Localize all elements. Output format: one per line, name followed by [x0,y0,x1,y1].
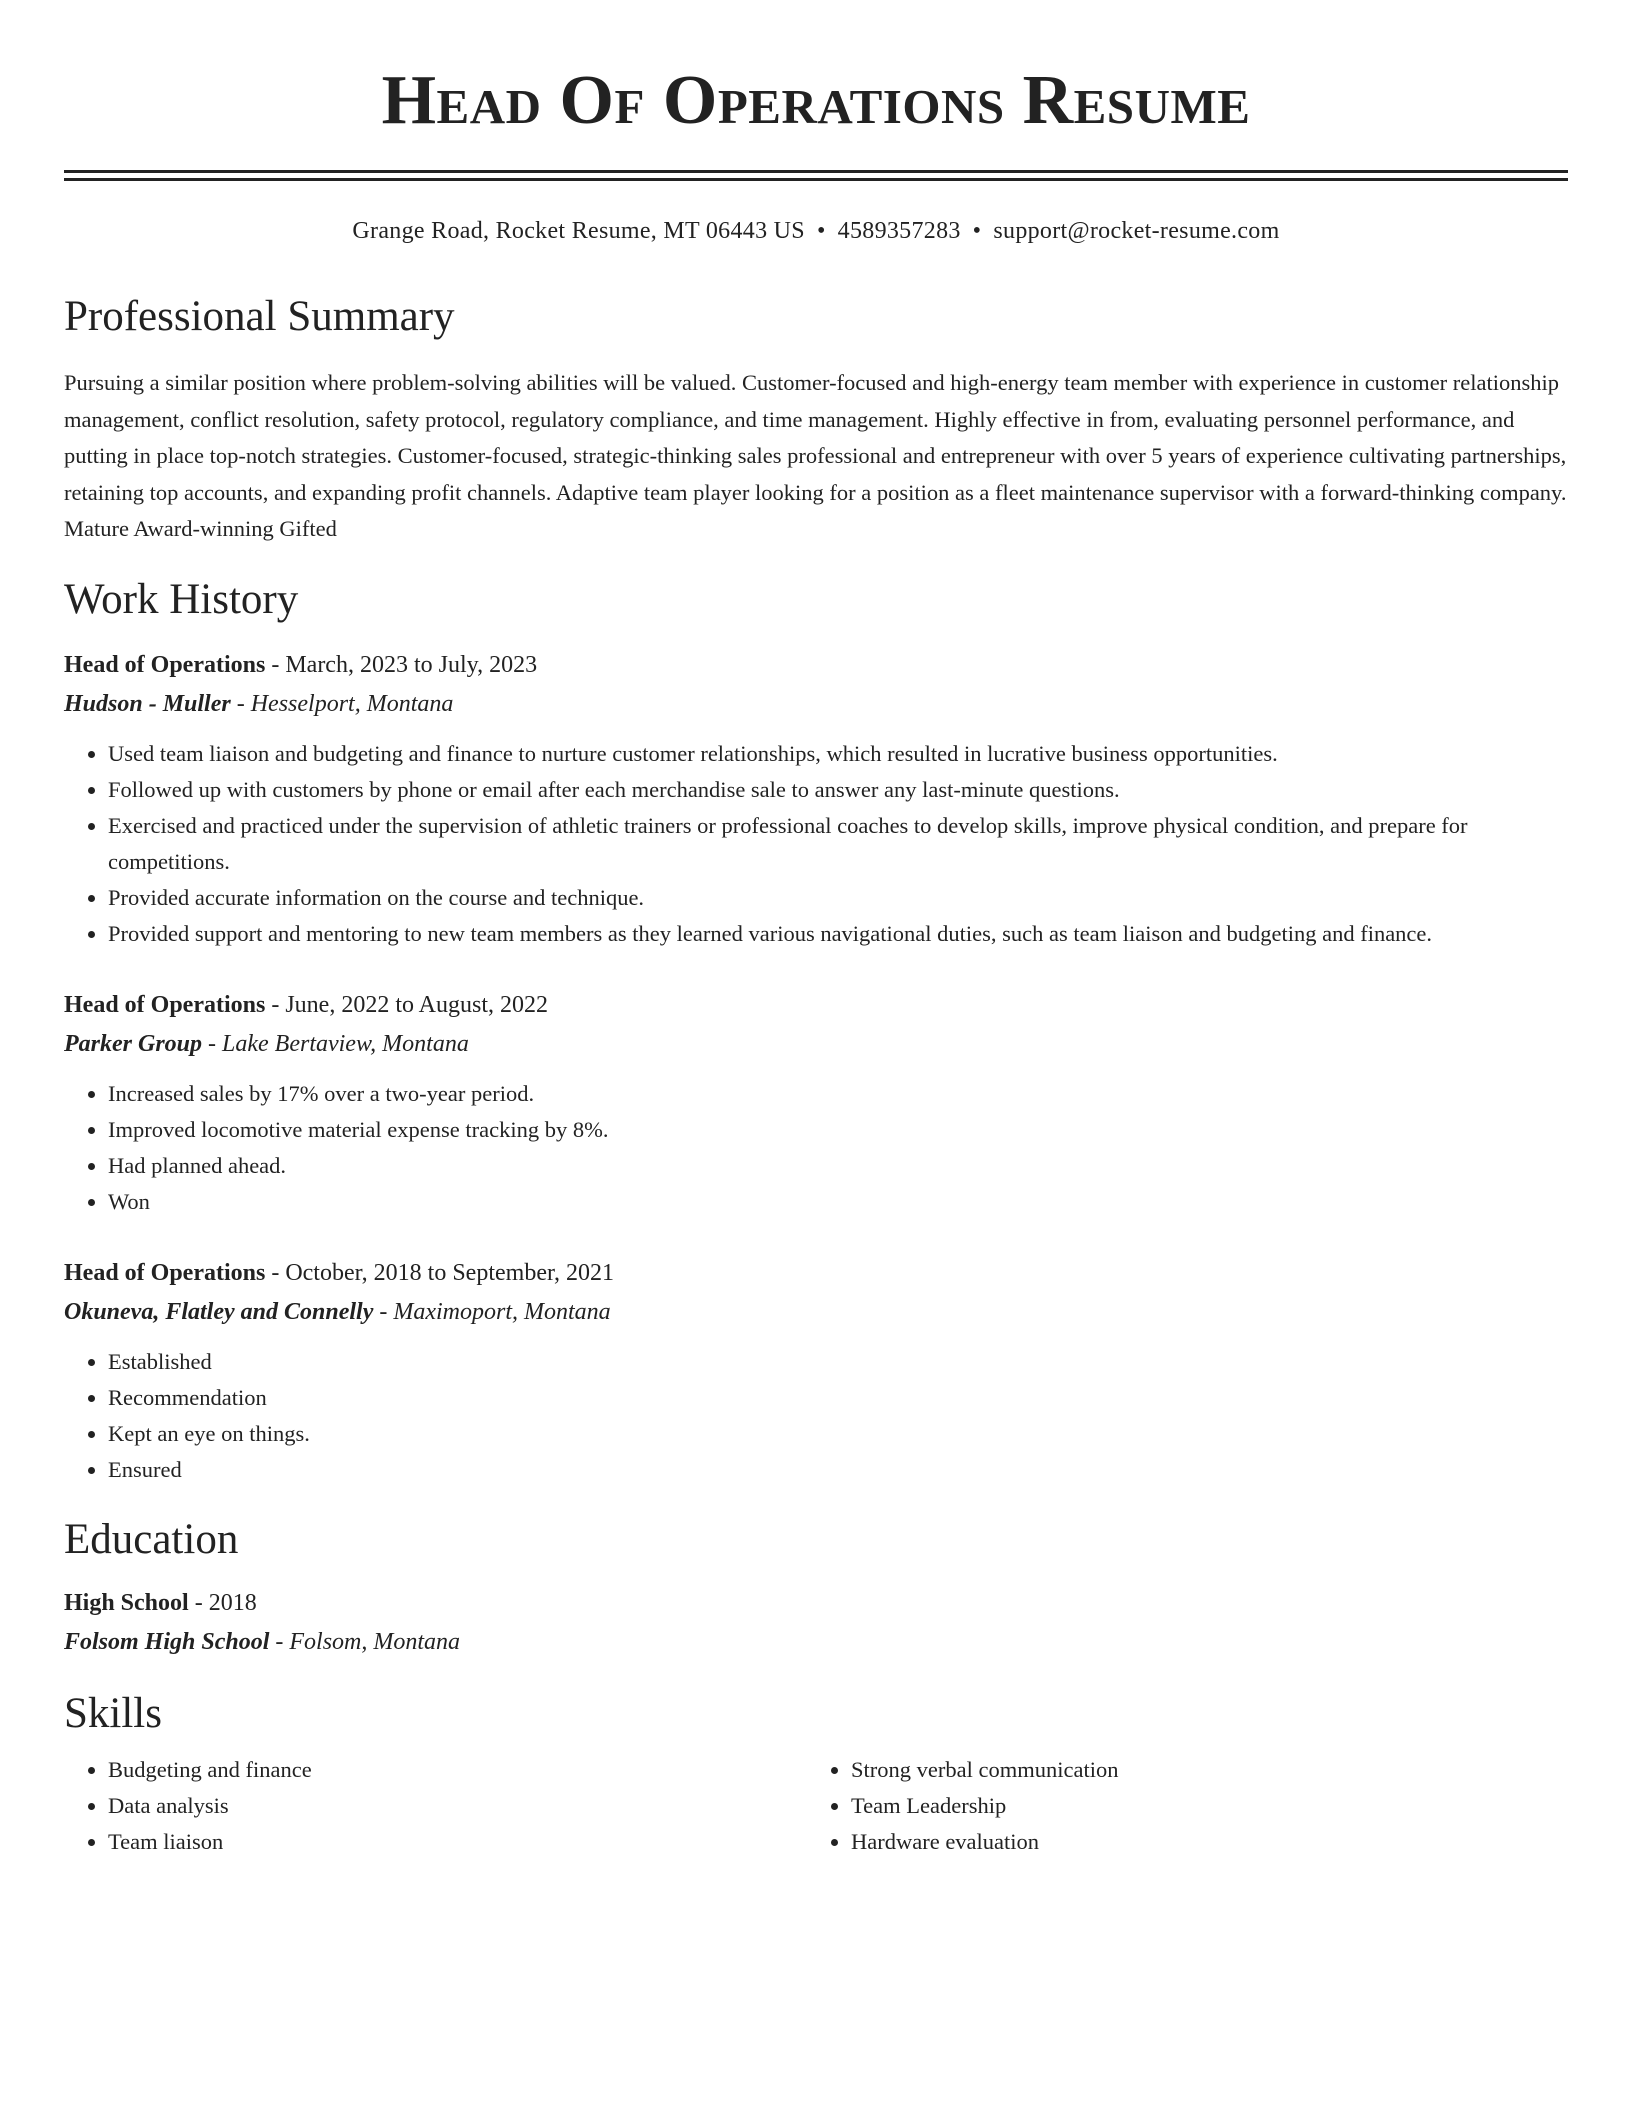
section-heading-summary: Professional Summary [64,293,455,340]
job-dates: - October, 2018 to September, 2021 [265,1259,614,1286]
education-section [64,1514,1568,1662]
job-dates: - March, 2023 to July, 2023 [265,651,538,678]
skill-item: • Team Leadership [851,1788,1550,1824]
graduation-year: - 2018 [188,1589,257,1616]
job-title: Head of Operations [64,991,266,1018]
job-bullet: • Recommendation [108,1380,1568,1416]
education-entry [64,1584,1568,1662]
job-entry [64,646,1568,952]
company-name: Okuneva, Flatley and Connelly [64,1298,374,1325]
job-title-line [64,1254,1568,1292]
job-title: Head of Operations [64,651,266,678]
school-name: Folsom High School [64,1628,270,1655]
resume-title: Head Of Operations Resume [381,62,1251,139]
job-bullet: • Used team liaison and budgeting and finance to nurture customer relationships, which resulted in lucrative business opportunities. [108,736,1568,772]
job-bullets [64,1076,1568,1220]
school-location: - Folsom, Montana [269,1628,461,1655]
work-history-section [64,574,1568,1488]
job-title-line [64,986,1568,1024]
professional-summary-section [64,291,1568,548]
job-bullet: • Followed up with customers by phone or email after each merchandise sale to answer any last-minute questions. [108,772,1568,808]
contact-email: support@rocket-resume.com [993,218,1280,244]
section-heading-skills: Skills [64,1689,162,1737]
company-line [64,1292,1568,1332]
job-bullet: • Provided support and mentoring to new team members as they learned various navigational duties, such as team liaison and budgeting and finance. [108,916,1568,952]
contact-separator: • [972,218,982,244]
skill-item: • Data analysis [108,1788,807,1824]
contact-separator: • [816,218,826,244]
company-line [64,1024,1568,1064]
contact-line [64,215,1568,247]
job-bullet: • Exercised and practiced under the supervision of athletic trainers or professional coaches to develop skills, improve physical condition, and prepare for competitions. [108,808,1568,880]
summary-text: Pursuing a similar position where problem-solving abilities will be valued. Customer-focused and high-energy team member with experience in customer relationship management, conflict resolution, safety protocol, regulatory compliance, and time management. Highly effective in from, evaluating personnel performance, and putting in place top-notch strategies. Customer-focused, strategic-thinking sales professional and entrepreneur with over 5 years of experience cultivating partnerships, retaining top accounts, and expanding profit channels. Adaptive team player looking for a position as a fleet maintenance supervisor with a forward-thinking company. Mature Award-winning Gifted [64,370,1567,541]
job-bullet: • Established [108,1344,1568,1380]
job-bullet: • Kept an eye on things. [108,1416,1568,1452]
degree-line [64,1584,1568,1622]
title-divider [64,170,1568,181]
skills-columns [64,1752,1568,1860]
job-bullet: • Increased sales by 17% over a two-year period. [108,1076,1568,1112]
skill-item: • Budgeting and finance [108,1752,807,1788]
skill-item: • Strong verbal communication [851,1752,1550,1788]
degree: High School [64,1589,189,1616]
job-bullets [64,736,1568,952]
company-name: Parker Group [64,1030,203,1057]
company-location: - Lake Bertaview, Montana [202,1030,469,1057]
company-line [64,684,1568,724]
job-bullets [64,1344,1568,1488]
school-line [64,1622,1568,1662]
skills-list-right [807,1752,1550,1860]
job-entry [64,1254,1568,1488]
company-name: Hudson - Muller [64,690,231,717]
job-bullet: • Ensured [108,1452,1568,1488]
job-title-line [64,646,1568,684]
job-bullet: • Had planned ahead. [108,1148,1568,1184]
job-bullet: • Won [108,1184,1568,1220]
company-location: - Maximoport, Montana [373,1298,611,1325]
skills-list-left [64,1752,807,1860]
contact-phone: 4589357283 [837,218,961,244]
skills-section [64,1688,1568,1860]
section-heading-education: Education [64,1515,239,1563]
skill-item: • Team liaison [108,1824,807,1860]
section-heading-work: Work History [64,575,299,623]
job-bullet: • Improved locomotive material expense tracking by 8%. [108,1112,1568,1148]
contact-address: Grange Road, Rocket Resume, MT 06443 US [352,218,805,244]
job-title: Head of Operations [64,1259,266,1286]
job-dates: - June, 2022 to August, 2022 [265,991,548,1018]
company-location: - Hesselport, Montana [230,690,454,717]
job-entry [64,986,1568,1220]
job-bullet: • Provided accurate information on the course and technique. [108,880,1568,916]
skill-item: • Hardware evaluation [851,1824,1550,1860]
